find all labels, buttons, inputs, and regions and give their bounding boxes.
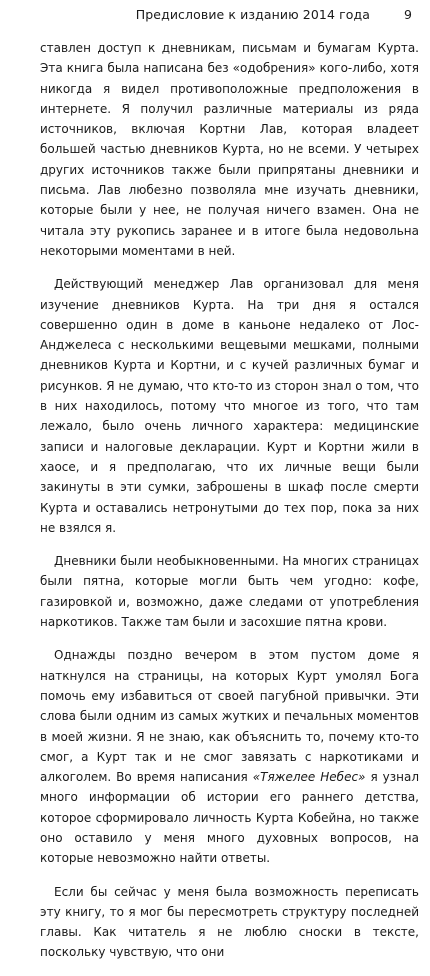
paragraph-1: ставлен доступ к дневникам, письмам и бумагам Курта. Эта книга была написана без «одобрения» кого-либо, хотя никогда я видел противоположные предположения в интернете. Я получил различные материалы из ряда источников, включая Кортни Лав, которая владеет большей частью дневников Курта, но не всеми. У четырех других источников также были припрятаны дневники и письма. Лав любезно позволяла мне изучать дневники, которые были у нее, не получая ничего взамен. Она не читала эту рукопись заранее и в итоге была недовольна некоторыми моментами в ней.: [40, 41, 419, 258]
page-number: 9: [403, 7, 412, 22]
paragraph-4-text-before: Однажды поздно вечером в этом пустом доме я наткнулся на страницы, на которых Курт умолял Бога помочь ему избавиться от своей пагубной привычки. Эти слова были одним из самых жутких и печальных моментов в моей жизни. Я не знаю, как объяснить то, почему кто-то смог, а Курт так и не смог завязать с наркотиками и алкоголем. Во время написания: [40, 648, 419, 785]
paragraph-2: Действующий менеджер Лав организовал для меня изучение дневников Курта. На три дня я остался совершенно один в доме в каньоне недалеко от Лос-Анджелеса с несколькими вещевыми мешками, полными дневников Курта и Кортни, и с кучей различных бумаг и рисунков. Я не думаю, что кто-то из сторон знал о том, что в них находилось, потому что многое из того, что там лежало, было очень личного характера: медицинские записи и налоговые декларации. Курт и Кортни жили в хаосе, и я предполагаю, что их личные вещи были закинуты в эти сумки, заброшены в шкаф после смерти Курта и оставались нетронутыми до тех пор, пока за них не взялся я.: [40, 277, 419, 535]
paragraph-4: [40, 645, 419, 868]
header-title: Предисловие к изданию 2014 года: [135, 7, 370, 22]
body-text: [40, 38, 419, 976]
paragraph-3: Дневники были необыкновенными. На многих страницах были пятна, которые могли быть чем угодно: кофе, газировкой и, возможно, даже следами от употребления наркотиков. Также там были и засохшие пятна крови.: [40, 554, 419, 630]
paragraph-4-text-after: я узнал много информации об истории его раннего детства, которое сформировало личность Курта Кобейна, но также оно оставило у меня много духовных вопросов, на которые невозможно найти ответы.: [40, 770, 420, 866]
book-title: «Тяжелее Небес»: [252, 770, 366, 785]
paragraph-5: Если бы сейчас у меня была возможность переписать эту книгу, то я мог бы пересмотреть структуру последней главы. Как читатель я не люблю сноски в тексте, поскольку чувствую, что они: [40, 884, 419, 960]
running-header: [40, 6, 412, 24]
